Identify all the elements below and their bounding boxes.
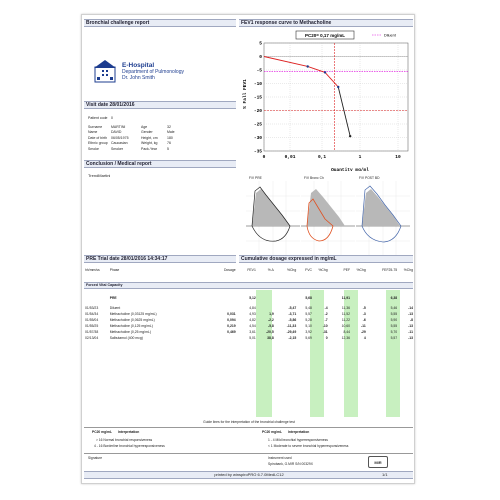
x-tick-label: 0,1 (317, 155, 327, 160)
col-header: %Chg (403, 268, 413, 272)
cell-chg: -6 (362, 318, 366, 322)
x-tick-label: 1 (358, 155, 362, 160)
col-header: FEV1 (247, 268, 256, 272)
guide-right-row: < 1 Moderate to severe bronchial hyperresponsiveness (268, 444, 349, 448)
cell-pct-delta: -5,8 (267, 324, 274, 328)
cell-time: 01/57/38 (85, 330, 99, 334)
cell-chg: -13 (408, 312, 413, 316)
col-header: PEF (343, 268, 351, 272)
cell-dose: 0,219 (227, 324, 236, 328)
patient-label: Smoke (88, 146, 99, 151)
cell-time: 01/55/04 (85, 318, 99, 322)
x-tick-label: 0 (262, 155, 266, 160)
mini-chart-label: F/V POST BD (359, 176, 380, 180)
mini-chart-post (356, 181, 410, 257)
cell-dose: 0,031 (227, 312, 236, 316)
cell-chg: -5,47 (288, 306, 297, 310)
cell-fev1: 5,12 (249, 296, 256, 300)
results-header (84, 267, 414, 273)
signature-label: Signature (88, 456, 103, 460)
x-axis-label: Quantity mg/ml (331, 168, 369, 171)
report-page (81, 14, 415, 484)
cell-chg: -14 (408, 306, 413, 310)
cell-dose (212, 335, 237, 341)
patient-label: Age (141, 124, 148, 129)
col-header: FVC (305, 268, 312, 272)
cell-fev1: 5,01 (249, 336, 256, 340)
printed-by: printed by winspiroPRO 6.7.0MedLC12 (214, 472, 284, 477)
cell-fef: 5,55 (390, 324, 398, 328)
cell-chg: -8 (409, 318, 413, 322)
x-tick-label: 10 (395, 155, 401, 160)
cell-pef: 12,36 (341, 336, 351, 340)
col-header: % Δ (267, 268, 274, 272)
legend-label: Diluent (384, 33, 396, 38)
cell-fef: 6,38 (390, 296, 398, 300)
response-line-black (338, 87, 350, 136)
cumulative-title: Cumulative dosage expressed in mg/mL (239, 255, 413, 263)
guide-title: Guide lines for the interpretation of the bronchial challenge test (203, 420, 295, 424)
col-header: Dosage (223, 268, 236, 272)
hospital-info (122, 62, 184, 81)
y-axis-label: % Fall FEV1 (243, 79, 248, 109)
mir-logo-icon: MIR (368, 456, 388, 468)
pc20-badge: PC20= 0,17 mg/mL (305, 33, 345, 38)
conclusion-text: TrendMartini (88, 173, 111, 178)
cell-time: 02/13/04 (85, 336, 99, 340)
cell-fev1: 4,54 (249, 324, 256, 328)
chart-title-bar: FEV1 response curve to Methacholine (239, 19, 413, 27)
table-section: Forced Vital Capacity (84, 282, 413, 289)
hospital-name: E-Hospital (122, 62, 155, 69)
mini-chart-label: F/V PRE (249, 176, 262, 180)
data-point (324, 71, 326, 73)
patient-label: Name (88, 130, 98, 134)
cell-dose: 0,469 (227, 330, 236, 334)
cell-time: 01/55/25 (85, 324, 99, 328)
patient-value: DAVID (111, 130, 122, 134)
mini-chart-pre (246, 181, 300, 257)
cell-fef: 5,55 (390, 312, 398, 316)
patient-code-value: 0 (111, 116, 113, 120)
cell-fvc: 5,57 (305, 312, 312, 316)
cell-pct-delta: 38,8 (267, 336, 274, 340)
cell-pef: 8,44 (343, 330, 351, 334)
data-point (337, 86, 339, 88)
cell-fev1: 3,61 (249, 330, 256, 334)
patient-value: 06/05/1975 (111, 135, 129, 140)
y-tick-label: -35 (253, 149, 262, 155)
guide-left-row: > 16 Normal bronchial responsiveness (96, 438, 153, 442)
data-point (306, 65, 308, 67)
cell-phase: Methacholine (0,03125 mg/mL) (109, 312, 157, 316)
y-tick-label: 0 (259, 55, 262, 60)
cell-phase: Methacholine (0,25 mg/mL) (109, 330, 151, 334)
mini-chart-label: F/V Bronc Ch (304, 176, 324, 180)
cell-chg: 0 (325, 336, 328, 340)
cell-fev1: 4,84 (249, 306, 256, 310)
report-title: Bronchial challenge report (84, 19, 236, 27)
cell-pct-delta: 1,9 (269, 312, 274, 316)
page-number: 1/1 (382, 472, 388, 477)
patient-label: Gender (141, 130, 153, 134)
cell-chg: -4 (324, 306, 328, 310)
data-point (349, 135, 351, 137)
patient-info (88, 116, 248, 152)
cell-chg: -7 (324, 318, 328, 322)
guide-right-head: PC20 mg/mL (262, 430, 282, 434)
patient-label: Ethnic group (88, 141, 108, 145)
cell-chg: -2 (324, 312, 328, 316)
col-header: Phase (109, 268, 120, 272)
y-tick-label: -30 (253, 136, 262, 141)
x-tick-label: 0,01 (284, 155, 296, 160)
hospital-department: Department of Pulmonology (122, 69, 184, 75)
patient-label: Pack-Year (141, 146, 158, 151)
results-table (84, 295, 414, 341)
cell-pef: 10,60 (341, 324, 351, 328)
patient-value: 180 (167, 135, 173, 140)
cell-chg: -11 (408, 330, 413, 334)
cell-chg: -5,86 (288, 318, 297, 322)
cell-chg: -3,71 (288, 312, 297, 316)
col-header: FEF25-75 (382, 268, 398, 272)
cell-time: 01/53/23 (85, 306, 99, 310)
cell-dose: 0,094 (227, 318, 236, 322)
patient-value: Caucasian (111, 141, 128, 145)
col-header: %Chg (286, 268, 297, 272)
cell-pef: 11,52 (341, 312, 351, 316)
cell-chg: -11,33 (286, 324, 297, 328)
cell-pef: 11,91 (341, 296, 351, 300)
cell-chg: -5 (362, 306, 366, 310)
cell-fef: 5,70 (390, 330, 398, 334)
cell-fev1: 4,93 (249, 312, 256, 316)
col-header: %Chg (318, 268, 328, 272)
patient-label: Date of birth (88, 135, 108, 140)
guide-divider (84, 427, 413, 428)
col-header: hh/mm/ss (85, 268, 100, 272)
y-tick-label: -5 (256, 68, 262, 74)
cell-fef: 5,57 (390, 336, 398, 340)
y-tick-label: 5 (259, 41, 262, 47)
cell-chg: -10 (322, 324, 328, 328)
patient-code-label: Patient code (88, 116, 108, 120)
fev1-response-chart (242, 29, 414, 171)
table-row (84, 335, 414, 341)
cell-chg: -2,15 (288, 336, 297, 340)
cell-fef: 5,90 (390, 318, 398, 322)
hospital-doctor: Dr. John Smith (122, 75, 155, 81)
mini-chart-bronc (301, 181, 355, 257)
cell-chg: -13 (408, 324, 413, 328)
cell-fvc: 5,10 (305, 324, 312, 328)
conclusion-title: Conclusion / Medical report (84, 160, 236, 168)
cell-fvc: 5,68 (305, 296, 312, 300)
patient-value: Smoker (111, 146, 124, 151)
chart-grid (264, 43, 408, 151)
visit-date: Visit date 28/01/2016 (84, 101, 236, 109)
cell-phase: Methacholine (0,0625 mg/mL) (109, 318, 155, 322)
cell-phase: Methacholine (0,125 mg/mL) (109, 324, 153, 328)
cell-chg: -3 (362, 312, 366, 316)
cell-fev1: 4,82 (249, 318, 256, 322)
response-line-red (264, 57, 338, 88)
guide-right-row: 1 - 4 Mild bronchial hyperresponsiveness (268, 438, 328, 442)
cell-chg: -29 (360, 330, 366, 334)
guide-left-row: 4 - 16 Borderline bronchial hyperresponsiveness (94, 444, 165, 448)
patient-value: MARTINI (111, 124, 126, 129)
cell-fef: 5,46 (390, 306, 398, 310)
patient-value: 32 (167, 124, 171, 129)
guide-left-interp: Interpretation (118, 430, 140, 434)
patient-value: Male (167, 130, 175, 134)
y-tick-label: -15 (253, 95, 262, 101)
cell-chg: -29,49 (286, 330, 297, 334)
cell-fvc: 5,48 (305, 306, 312, 310)
footer-divider (84, 453, 413, 454)
trial-title: PRE Trial date 28/01/2016 14:34:17 (84, 255, 236, 263)
cell-time: 01/54/34 (85, 312, 99, 316)
cell-chg: 4 (363, 336, 366, 340)
y-tick-label: -20 (253, 109, 262, 114)
patient-label: Surname (88, 124, 103, 129)
patient-value: 76 (167, 141, 171, 145)
cell-fvc: 5,28 (305, 318, 312, 322)
cell-pct-delta: -20,5 (266, 330, 274, 334)
guide-right-interp: Interpretation (288, 430, 310, 434)
patient-value: 5 (167, 146, 169, 151)
cell-chg: -11 (361, 324, 366, 328)
y-tick-label: -25 (253, 122, 262, 128)
cell-chg: -13 (408, 336, 413, 340)
cell-pct-delta: -2,2 (267, 318, 274, 322)
cell-fvc: 3,92 (305, 330, 312, 334)
col-header: %Chg (356, 268, 366, 272)
cell-chg: -31 (322, 330, 328, 334)
patient-label: Weight, kg (141, 141, 158, 145)
y-tick-label: -10 (253, 82, 262, 87)
cell-phase: Diluent (109, 306, 121, 310)
cell-phase: Salbutamol (400 mcg) (109, 336, 143, 340)
patient-label: Height, cm (141, 135, 158, 140)
cell-pef: 11,36 (341, 306, 351, 310)
cell-phase: PRE (109, 296, 117, 300)
instrument-value: Spirobank, G.MIR S/N 00329X (268, 462, 313, 466)
chart-labels (254, 41, 401, 161)
cell-fvc: 5,69 (305, 336, 312, 340)
cell-pef: 11,22 (341, 318, 351, 322)
guide-left-head: PC20 mg/mL (92, 430, 112, 434)
hospital-logo-icon (94, 59, 116, 83)
instrument-label: Instrument used (268, 456, 292, 460)
patient-row (88, 147, 248, 153)
